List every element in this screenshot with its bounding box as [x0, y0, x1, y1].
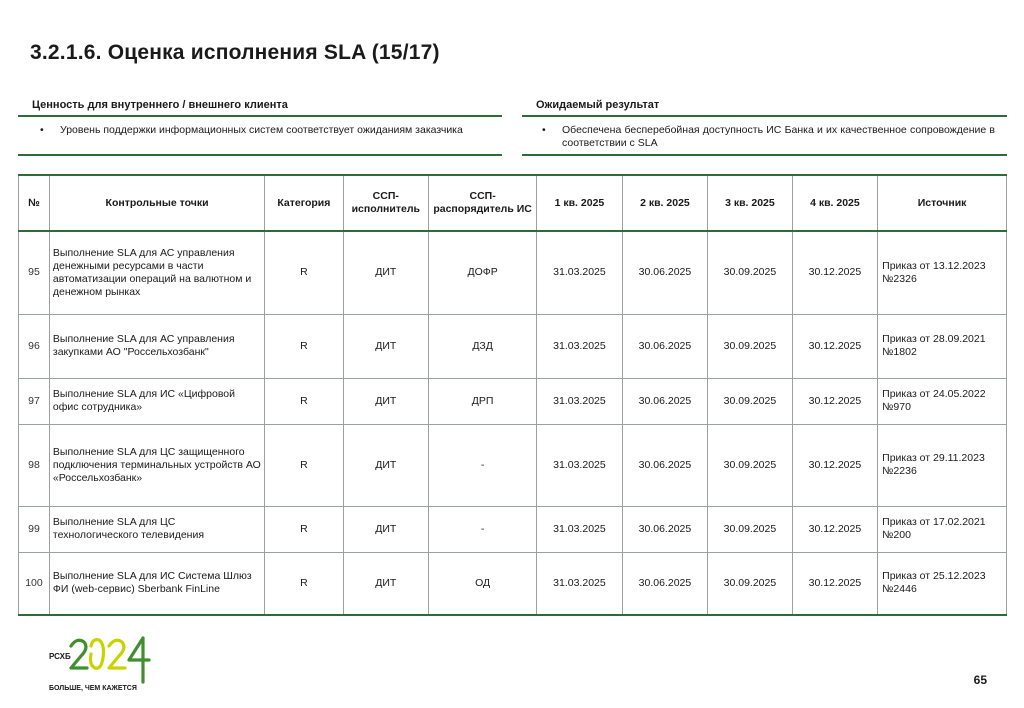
row-point: Выполнение SLA для ЦС защищенного подключения терминальных устройств АО «Россельхозбанк» [49, 424, 264, 506]
table-row [19, 314, 1007, 378]
table-row [19, 424, 1007, 506]
col-header-q4: 4 кв. 2025 [792, 175, 878, 231]
row-num: 97 [19, 378, 50, 424]
row-owner: ДРП [429, 378, 537, 424]
row-q2: 30.06.2025 [622, 552, 708, 615]
value-bullet-item [40, 124, 480, 137]
value-text: Уровень поддержки информационных систем соответствует ожиданиям заказчика [60, 124, 463, 136]
row-q3: 30.09.2025 [708, 378, 792, 424]
row-source: Приказ от 28.09.2021 №1802 [878, 314, 1007, 378]
row-num: 99 [19, 506, 50, 552]
row-q3: 30.09.2025 [708, 231, 792, 314]
row-executor: ДИТ [343, 231, 429, 314]
row-num: 95 [19, 231, 50, 314]
row-q2: 30.06.2025 [622, 231, 708, 314]
row-q4: 30.12.2025 [792, 424, 878, 506]
row-source: Приказ от 24.05.2022 №970 [878, 378, 1007, 424]
row-q1: 31.03.2025 [537, 424, 623, 506]
row-q1: 31.03.2025 [537, 231, 623, 314]
col-header-category: Категория [265, 175, 343, 231]
table-row [19, 231, 1007, 314]
row-num: 100 [19, 552, 50, 615]
rshb-2024-logo [47, 632, 157, 694]
col-header-q1: 1 кв. 2025 [537, 175, 623, 231]
row-owner: - [429, 506, 537, 552]
row-source: Приказ от 17.02.2021 №200 [878, 506, 1007, 552]
sla-table [18, 174, 1007, 616]
row-point: Выполнение SLA для ИС Система Шлюз ФИ (web-сервис) Sberbank FinLine [49, 552, 264, 615]
row-num: 98 [19, 424, 50, 506]
row-q4: 30.12.2025 [792, 314, 878, 378]
row-q2: 30.06.2025 [622, 424, 708, 506]
row-source: Приказ от 25.12.2023 №2446 [878, 552, 1007, 615]
row-executor: ДИТ [343, 378, 429, 424]
result-divider [522, 115, 1007, 117]
row-executor: ДИТ [343, 314, 429, 378]
row-point: Выполнение SLA для АС управления закупками АО "Россельхозбанк" [49, 314, 264, 378]
col-header-owner: ССП-распорядитель ИС [429, 175, 537, 231]
row-q2: 30.06.2025 [622, 314, 708, 378]
row-q4: 30.12.2025 [792, 378, 878, 424]
row-q4: 30.12.2025 [792, 552, 878, 615]
row-category: R [265, 552, 343, 615]
row-q3: 30.09.2025 [708, 552, 792, 615]
logo-slogan: БОЛЬШЕ, ЧЕМ КАЖЕТСЯ [49, 685, 137, 692]
row-point: Выполнение SLA для ИС «Цифровой офис сотрудника» [49, 378, 264, 424]
row-q1: 31.03.2025 [537, 314, 623, 378]
bullet-marker: • [542, 124, 546, 136]
row-category: R [265, 378, 343, 424]
logo-year-mark [71, 638, 149, 682]
logo-abbr: РСХБ [49, 652, 71, 661]
row-executor: ДИТ [343, 552, 429, 615]
row-q1: 31.03.2025 [537, 552, 623, 615]
row-owner: ОД [429, 552, 537, 615]
row-q1: 31.03.2025 [537, 506, 623, 552]
value-heading: Ценность для внутреннего / внешнего клиента [32, 99, 288, 111]
row-owner: ДОФР [429, 231, 537, 314]
col-header-source: Источник [878, 175, 1007, 231]
page-number: 65 [973, 673, 987, 687]
row-q4: 30.12.2025 [792, 506, 878, 552]
value-bottom-divider [18, 154, 502, 156]
value-divider [18, 115, 502, 117]
col-header-num: № [19, 175, 50, 231]
result-text: Обеспечена бесперебойная доступность ИС Банка и их качественное сопровождение в соответствии с SLA [562, 124, 995, 149]
result-bullet-item [542, 124, 995, 150]
table-row [19, 506, 1007, 552]
table-header-row [19, 175, 1007, 231]
row-category: R [265, 424, 343, 506]
row-executor: ДИТ [343, 506, 429, 552]
page-title: 3.2.1.6. Оценка исполнения SLA (15/17) [30, 41, 440, 64]
table-row [19, 552, 1007, 615]
col-header-q2: 2 кв. 2025 [622, 175, 708, 231]
row-executor: ДИТ [343, 424, 429, 506]
row-point: Выполнение SLA для ЦС технологического телевидения [49, 506, 264, 552]
row-q2: 30.06.2025 [622, 506, 708, 552]
row-owner: ДЗД [429, 314, 537, 378]
row-q2: 30.06.2025 [622, 378, 708, 424]
row-category: R [265, 506, 343, 552]
row-source: Приказ от 13.12.2023 №2326 [878, 231, 1007, 314]
col-header-executor: ССП-исполнитель [343, 175, 429, 231]
row-q1: 31.03.2025 [537, 378, 623, 424]
result-bottom-divider [522, 154, 1007, 156]
row-q3: 30.09.2025 [708, 424, 792, 506]
row-num: 96 [19, 314, 50, 378]
row-q3: 30.09.2025 [708, 314, 792, 378]
row-category: R [265, 231, 343, 314]
row-point: Выполнение SLA для АС управления денежными ресурсами в части автоматизации операций на валютном и денежном рынках [49, 231, 264, 314]
col-header-points: Контрольные точки [49, 175, 264, 231]
row-category: R [265, 314, 343, 378]
row-q3: 30.09.2025 [708, 506, 792, 552]
row-q4: 30.12.2025 [792, 231, 878, 314]
table-row [19, 378, 1007, 424]
result-heading: Ожидаемый результат [536, 99, 660, 111]
col-header-q3: 3 кв. 2025 [708, 175, 792, 231]
row-source: Приказ от 29.11.2023 №2236 [878, 424, 1007, 506]
row-owner: - [429, 424, 537, 506]
bullet-marker: • [40, 124, 44, 136]
